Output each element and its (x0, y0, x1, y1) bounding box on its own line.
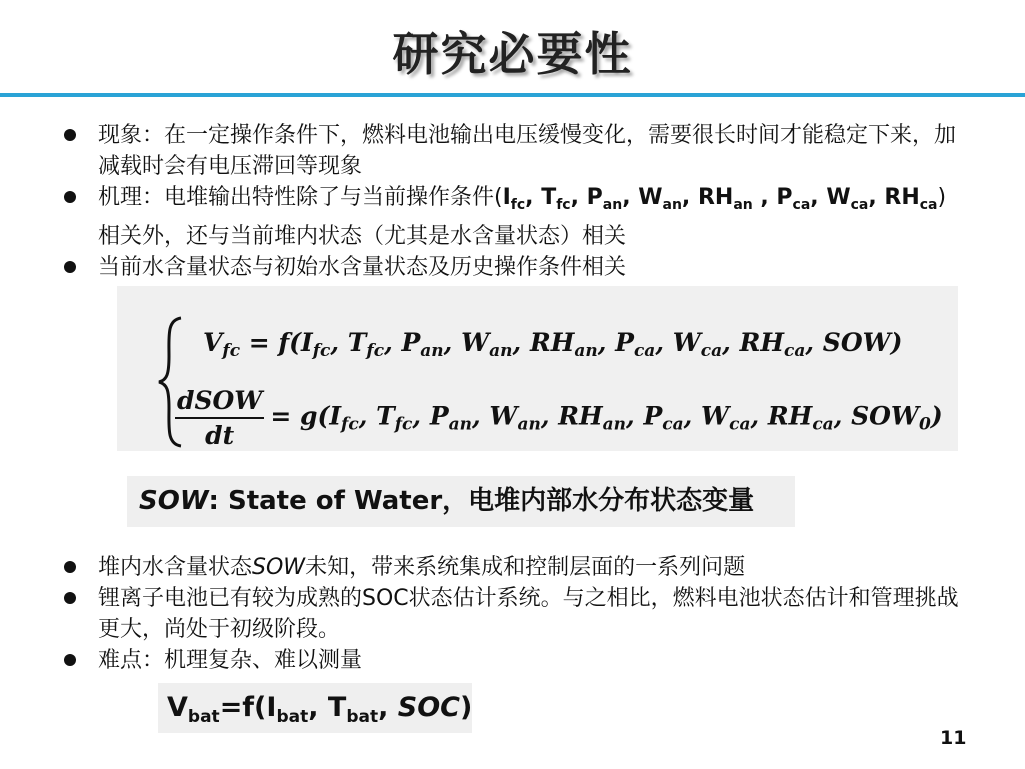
bullet-text: 锂离子电池已有较为成熟的SOC状态估计系统。与之相比，燃料电池状态估计和管理挑战更大，尚处于初级阶段。 (98, 586, 959, 642)
bullet-icon (64, 191, 76, 203)
bullet-text-suffix: )相关外，还与当前堆内状态（尤其是水含量状态）相关 (98, 185, 947, 249)
bullet-icon (64, 654, 76, 666)
bullet-text: 难点：机理复杂、难以测量 (98, 648, 363, 673)
list-item (64, 182, 964, 252)
equation-voltage: $V_{fc} = f(I_{fc}$, $T_{fc}$, $P_{an}$, $W_{an}$, $RH_{an}$, $P_{ca}$, $W_{ca}$, $RH_{ca}$, SOW) (203, 328, 903, 361)
battery-formula-box: $V_{bat}=f(I_{bat}$, $T_{bat}$, SOC) (158, 683, 472, 733)
sow-definition-box (127, 476, 795, 527)
bullet-text-prefix: 机理：电堆输出特性除了与当前操作条件( (98, 185, 503, 210)
bullet-text: 未知，带来系统集成和控制层面的一系列问题 (305, 555, 746, 580)
list-item (64, 252, 964, 283)
sow-definition-text: : State of Water，电堆内部水分布状态变量 (208, 486, 755, 516)
list-item (64, 120, 964, 182)
title-divider (0, 93, 1025, 97)
top-bullet-list (64, 120, 964, 283)
list-item (64, 583, 964, 645)
bullet-icon (64, 129, 76, 141)
bullet-italic-term: SOW (252, 555, 306, 580)
bottom-bullet-list (64, 552, 964, 676)
equation-sow-dynamics: $\frac{\text{dSOW}}{dt}$ = $g(I_{fc}$, $T_{fc}$, $P_{an}$, $W_{an}$, $RH_{an}$, $P_{ca}$, $W_{ca}$, $RH_{ca}$, $SOW_0$) (177, 386, 943, 450)
sow-term: SOW (139, 486, 209, 516)
slide-title: 研究必要性 (392, 27, 633, 81)
page-number: 11 (940, 727, 967, 749)
variable-list: $I_{fc}$, $T_{fc}$, $P_{an}$, $W_{an}$, $RH_{an}$ , $P_{ca}$, $W_{ca}$, $RH_{ca}$ (502, 185, 938, 213)
bullet-text: 堆内水含量状态 (98, 555, 253, 580)
list-item (64, 552, 964, 583)
bullet-icon (64, 261, 76, 273)
bullet-icon (64, 592, 76, 604)
list-item (64, 645, 964, 676)
bullet-icon (64, 561, 76, 573)
bullet-text: 现象：在一定操作条件下，燃料电池输出电压缓慢变化，需要很长时间才能稳定下来，加减载时会有电压滞回等现象 (98, 123, 957, 179)
bullet-text: 当前水含量状态与初始水含量状态及历史操作条件相关 (98, 255, 627, 280)
equation-box (117, 286, 958, 451)
